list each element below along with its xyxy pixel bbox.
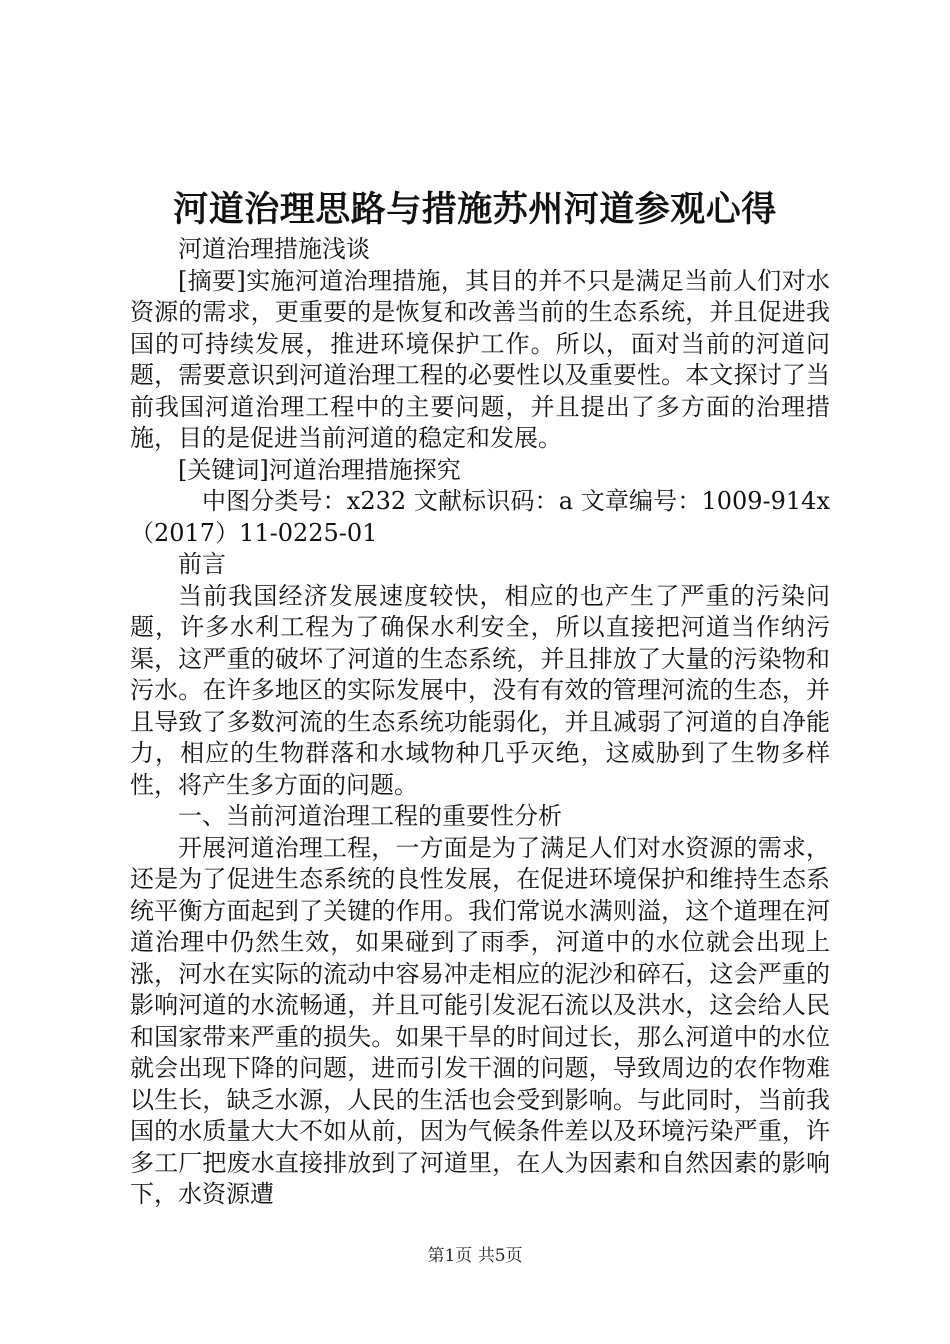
page-number-footer: 第1页 共5页 [427, 1246, 523, 1266]
preface-heading: 前言 [178, 550, 226, 578]
section-one-paragraph: 开展河道治理工程，一方面是为了满足人们对水资源的需求，还是为了促进生态系统的良性发展，在促进环境保护和维持生态系统平衡方面起到了关键的作用。我们常说水满则溢，这个道理在河道治理中仍然生效，如果碰到了雨季，河道中的水位就会出现上涨，河水在实际的流动中容易冲走相应的泥沙和碎石，这会严重的影响河道的水流畅通，并且可能引发泥石流以及洪水，这会给人民和国家带来严重的损失。如果干旱的时间过长，那么河道中的水位就会出现下降的问题，进而引发干涸的问题，导致周边的农作物难以生长，缺乏水源，人民的生活也会受到影响。与此同时，当前我国的水质量大大不如从前，因为气候条件差以及环境污染严重，许多工厂把废水直接排放到了河道里，在人为因素和自然因素的影响下，水资源遭 [130, 833, 830, 1208]
document-title: 河道治理思路与措施苏州河道参观心得 [173, 189, 777, 230]
classification-paragraph: 中图分类号：x232 文献标识码：a 文章编号：1009-914x（2017）11-0225-01 [130, 487, 830, 547]
keywords-paragraph: [关键词]河道治理措施探究 [178, 455, 461, 484]
section-one-heading: 一、当前河道治理工程的重要性分析 [178, 802, 562, 830]
preface-paragraph: 当前我国经济发展速度较快，相应的也产生了严重的污染问题，许多水利工程为了确保水利安全，所以直接把河道当作纳污渠，这严重的破坏了河道的生态系统，并且排放了大量的污染物和污水。在许多地区的实际发展中，没有有效的管理河流的生态，并且导致了多数河流的生态系统功能弱化，并且减弱了河道的自净能力，相应的生物群落和水域物种几乎灭绝，这威胁到了生物多样性，将产生多方面的问题。 [130, 581, 830, 799]
document-body [130, 234, 830, 1211]
section-subtitle: 河道治理措施浅谈 [178, 235, 370, 263]
abstract-paragraph: [摘要]实施河道治理措施，其目的并不只是满足当前人们对水资源的需求，更重要的是恢复和改善当前的生态系统，并且促进我国的可持续发展，推进环境保护工作。所以，面对当前的河道问题，需要意识到河道治理工程的必要性以及重要性。本文探讨了当前我国河道治理工程中的主要问题，并且提出了多方面的治理措施，目的是促进当前河道的稳定和发展。 [130, 266, 830, 452]
